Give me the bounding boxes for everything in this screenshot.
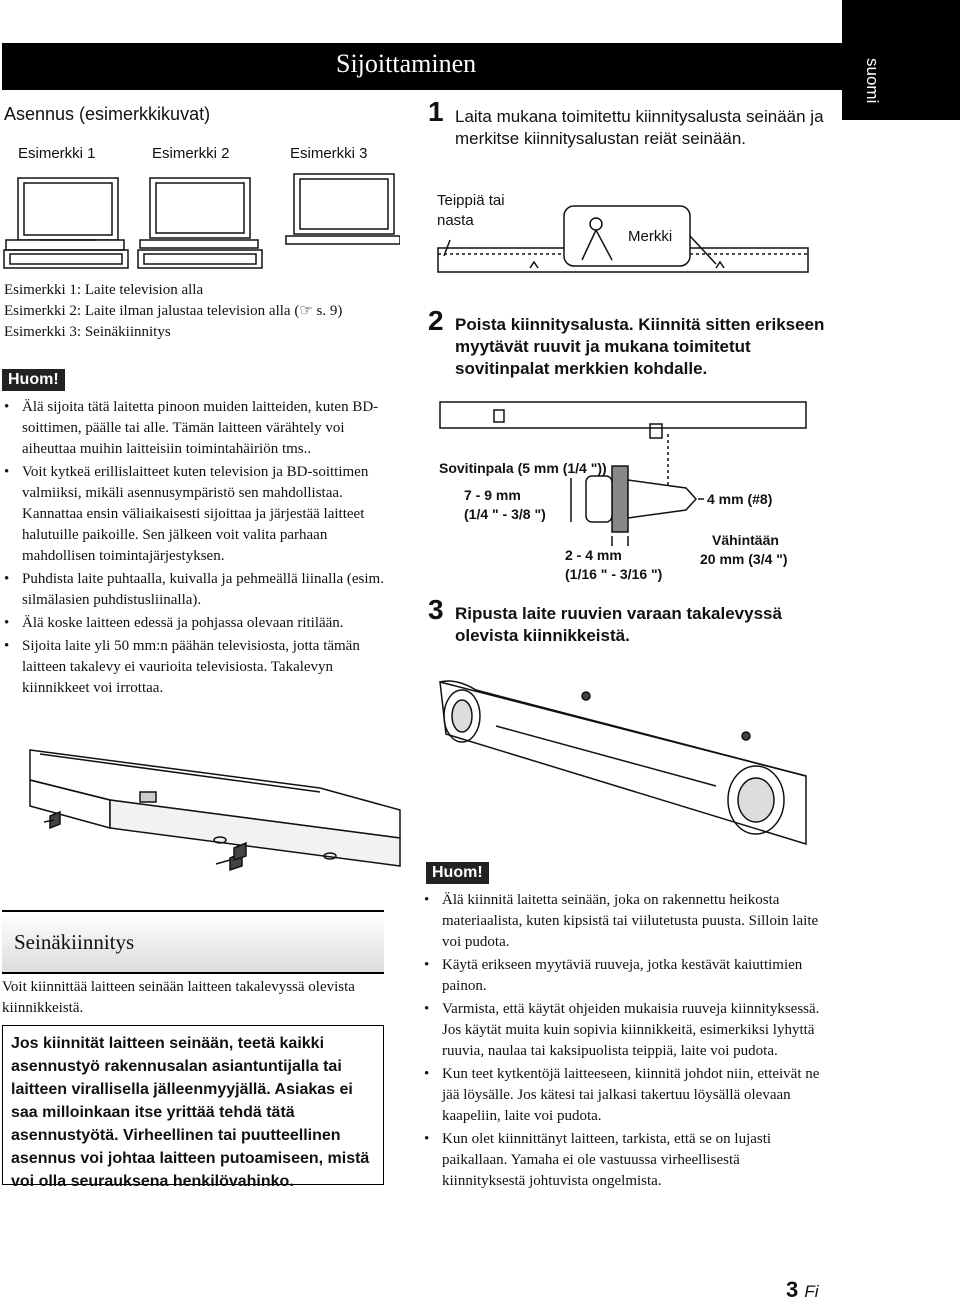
installation-examples-illustration xyxy=(0,170,400,270)
example-captions xyxy=(4,280,404,343)
example-label-3: Esimerkki 3 xyxy=(290,145,368,162)
mounting-template-illustration xyxy=(430,200,810,280)
caption-1: Esimerkki 1: Laite television alla xyxy=(4,282,204,298)
dim-min-value: 20 mm (3/4 ") xyxy=(700,551,788,567)
note-left-5: • Sijoita laite yli 50 mm:n päähän televisiosta, jotta tämän laitteen takalevy ei vaurioita televisiosta. Takalevyn kiinnikkeet voi irrottaa. xyxy=(2,636,387,699)
dim-spacer: Sovitinpala (5 mm (1/4 ")) xyxy=(439,460,607,476)
dim-depth-inch: (1/4 " - 3/8 ") xyxy=(464,506,546,522)
example-label-2: Esimerkki 2 xyxy=(152,145,230,162)
caption-2: Esimerkki 2: Laite ilman jalustaa television alla (☞ s. 9) xyxy=(4,303,343,319)
soundbar-front-illustration xyxy=(436,676,826,856)
mark-label: Merkki xyxy=(628,228,673,245)
dim-depth: 7 - 9 mm xyxy=(464,487,521,503)
soundbar-back-illustration xyxy=(20,740,410,900)
note-left-4: • Älä koske laitteen edessä ja pohjassa olevaan ritilään. xyxy=(2,613,387,634)
page-number-value: 3 xyxy=(786,1277,799,1302)
note-right-4: • Kun teet kytkentöjä laitteeseen, kiinnitä johdot niin, etteivät ne jää löysälle. Jos kätesi tai jalkasi takertuu löysällä olevaan kaapeliin, laite voi pudota. xyxy=(422,1064,820,1127)
language-label: suomi xyxy=(863,58,882,104)
note-label-left: Huom! xyxy=(2,369,65,391)
example-label-1: Esimerkki 1 xyxy=(18,145,96,162)
title-bar xyxy=(2,43,842,90)
note-right-1: • Älä kiinnitä laitetta seinään, joka on rakennettu heikosta materiaalista, kuten kipsistä tai viilutetusta puusta. Silloin laite voi pudota. xyxy=(422,890,820,953)
section-title-bar xyxy=(2,910,384,974)
page-title: Sijoittaminen xyxy=(336,49,477,78)
step-3-number: 3 xyxy=(428,594,444,625)
page-suffix: Fi xyxy=(804,1282,819,1301)
step-1-text: Laita mukana toimitettu kiinnitysalusta seinään ja merkitse kiinnitysalustan reiät seinään. xyxy=(455,107,824,148)
warning-box: Jos kiinnität laitteen seinään, teetä kaikki asennustyö rakennusalan asiantuntijalla tai laitteen virallisella jälleenmyyjällä. Asiakas ei saa milloinkaan itse yrittää tehdä tätä asennustyötä. Virheellinen tai puutteellinen asennus voi johtaa laitteen putoamiseen, mistä voi olla seurauksena henkilövahinko. xyxy=(2,1025,384,1185)
dim-screw: 4 mm (#8) xyxy=(707,491,773,507)
caption-3: Esimerkki 3: Seinäkiinnitys xyxy=(4,324,171,340)
note-left-3: • Puhdista laite puhtaalla, kuivalla ja pehmeällä liinalla (esim. silmälasien puhdistusliinalla). xyxy=(2,569,387,611)
note-left-1: • Älä sijoita tätä laitetta pinoon muiden laitteiden, kuten BD-soittimen, päälle tai alle. Tämän laitteen värähtely voi aiheuttaa muihin laitteisiin toimintahäiriön tms.. xyxy=(2,397,387,460)
section-title: Seinäkiinnitys xyxy=(14,930,135,954)
installation-heading: Asennus (esimerkkikuvat) xyxy=(4,104,211,124)
page-number xyxy=(786,1277,819,1303)
note-right-2: • Käytä erikseen myytäviä ruuveja, jotka kestävät kaiuttimien painon. xyxy=(422,955,820,997)
language-tab xyxy=(842,0,960,120)
step-2-text: Poista kiinnitysalusta. Kiinnitä sitten erikseen myytävät ruuvit ja mukana toimitetut sovitinpalat merkkien kohdalle. xyxy=(455,315,825,378)
notes-right xyxy=(422,890,820,1194)
tape-label: Teippiä tai nasta xyxy=(437,192,505,229)
note-label-right: Huom! xyxy=(426,862,489,884)
notes-left xyxy=(2,397,387,701)
dim-min: Vähintään xyxy=(712,532,779,548)
note-right-5: • Kun olet kiinnittänyt laitteen, tarkista, että se on lujasti paikallaan. Yamaha ei ole vastuussa virheellisestä kiinnityksestä johtuvista ongelmista. xyxy=(422,1129,820,1192)
note-left-2: • Voit kytkeä erillislaitteet kuten television ja BD-soittimen valmiiksi, mikäli asennusympäristö sen mahdollistaa. Kannattaa ensin väliaikaisesti sijoittaa ja järjestää laitteet halutuille paikoille. Sen jälkeen voit valita parhaan mahdollisen toimintajärjestyksen. xyxy=(2,462,387,567)
dim-gap: 2 - 4 mm xyxy=(565,547,622,563)
step-2-number: 2 xyxy=(428,305,444,336)
step-1-number: 1 xyxy=(428,96,444,127)
section-intro: Voit kiinnittää laitteen seinään laitteen takalevyssä olevista kiinnikkeistä. xyxy=(2,979,355,1016)
step-3-text: Ripusta laite ruuvien varaan takalevyssä olevista kiinnikkeistä. xyxy=(455,604,782,645)
dim-gap-inch: (1/16 " - 3/16 ") xyxy=(565,566,663,582)
note-right-3: • Varmista, että käytät ohjeiden mukaisia ruuveja kiinnityksessä. Jos käytät muita kuin sopivia kiinnikkeitä, esimerkiksi lyhyttä ruuvia, naulaa tai kaksipuolista teippiä, laite voi pudota. xyxy=(422,999,820,1062)
